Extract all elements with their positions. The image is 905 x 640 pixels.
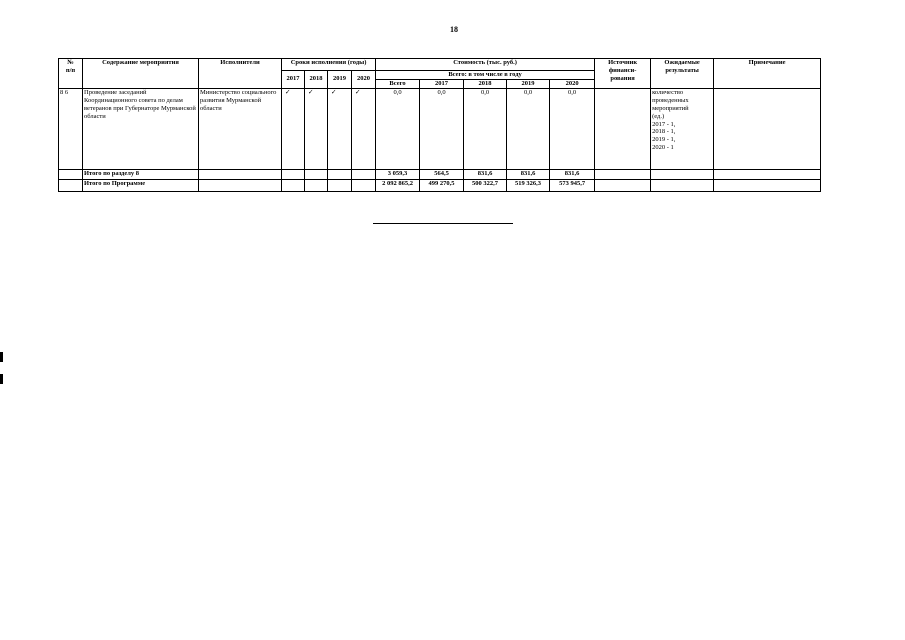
col-header-executors: Исполнители — [199, 59, 282, 89]
row-note — [714, 88, 821, 169]
cost-subheader: Всего: в том числе в году — [376, 71, 595, 80]
row-num: 8 6 — [59, 88, 83, 169]
col-header-num: № п/п — [59, 59, 83, 89]
term-year-header: 2019 — [328, 71, 352, 89]
program-year-cost: 499 270,5 — [420, 179, 464, 191]
cost-year-header: 2020 — [550, 79, 595, 88]
col-header-source: Источник финанси- рования — [595, 59, 651, 89]
check-icon: ✓ — [305, 88, 328, 169]
col-header-results: Ожидаемые результаты — [651, 59, 714, 89]
col-header-content: Содержание мероприятия — [83, 59, 199, 89]
row-executors: Министерство социального развития Мурманской области — [199, 88, 282, 169]
row-cost-total: 0,0 — [376, 88, 420, 169]
cost-total-header: Всего — [376, 79, 420, 88]
cost-year-header: 2019 — [507, 79, 550, 88]
page-number: 18 — [450, 25, 458, 34]
program-table — [58, 58, 821, 192]
term-year-header: 2018 — [305, 71, 328, 89]
row-source — [595, 88, 651, 169]
program-year-cost: 573 945,7 — [550, 179, 595, 191]
col-header-cost: Стоимость (тыс. руб.) — [376, 59, 595, 71]
program-year-cost: 519 326,3 — [507, 179, 550, 191]
section-total-label: Итого по разделу 8 — [83, 169, 199, 179]
row-cost-year: 0,0 — [464, 88, 507, 169]
closing-rule — [373, 223, 513, 224]
program-total-label: Итого по Программе — [83, 179, 199, 191]
row-cost-year: 0,0 — [420, 88, 464, 169]
check-icon: ✓ — [282, 88, 305, 169]
section-year-cost: 831,6 — [464, 169, 507, 179]
table-row — [59, 88, 821, 169]
check-icon: ✓ — [328, 88, 352, 169]
col-header-terms: Сроки исполнения (годы) — [282, 59, 376, 71]
margin-mark — [0, 352, 3, 362]
term-year-header: 2020 — [352, 71, 376, 89]
row-cost-year: 0,0 — [507, 88, 550, 169]
check-icon: ✓ — [352, 88, 376, 169]
section-total-cost: 3 059,3 — [376, 169, 420, 179]
section-total-row — [59, 169, 821, 179]
cost-year-header: 2018 — [464, 79, 507, 88]
section-year-cost: 831,6 — [507, 169, 550, 179]
term-year-header: 2017 — [282, 71, 305, 89]
cost-year-header: 2017 — [420, 79, 464, 88]
margin-mark — [0, 374, 3, 384]
row-results: количество проведенных мероприятий (ед.) 2017 - 1, 2018 - 1, 2019 - 1, 2020 - 1 — [651, 88, 714, 169]
section-year-cost: 831,6 — [550, 169, 595, 179]
section-year-cost: 564,5 — [420, 169, 464, 179]
program-year-cost: 500 322,7 — [464, 179, 507, 191]
row-cost-year: 0,0 — [550, 88, 595, 169]
program-total-row — [59, 179, 821, 191]
col-header-note: Примечание — [714, 59, 821, 89]
program-total-cost: 2 092 865,2 — [376, 179, 420, 191]
row-content: Проведение заседаний Координационного совета по делам ветеранов при Губернаторе Мурманской области — [83, 88, 199, 169]
